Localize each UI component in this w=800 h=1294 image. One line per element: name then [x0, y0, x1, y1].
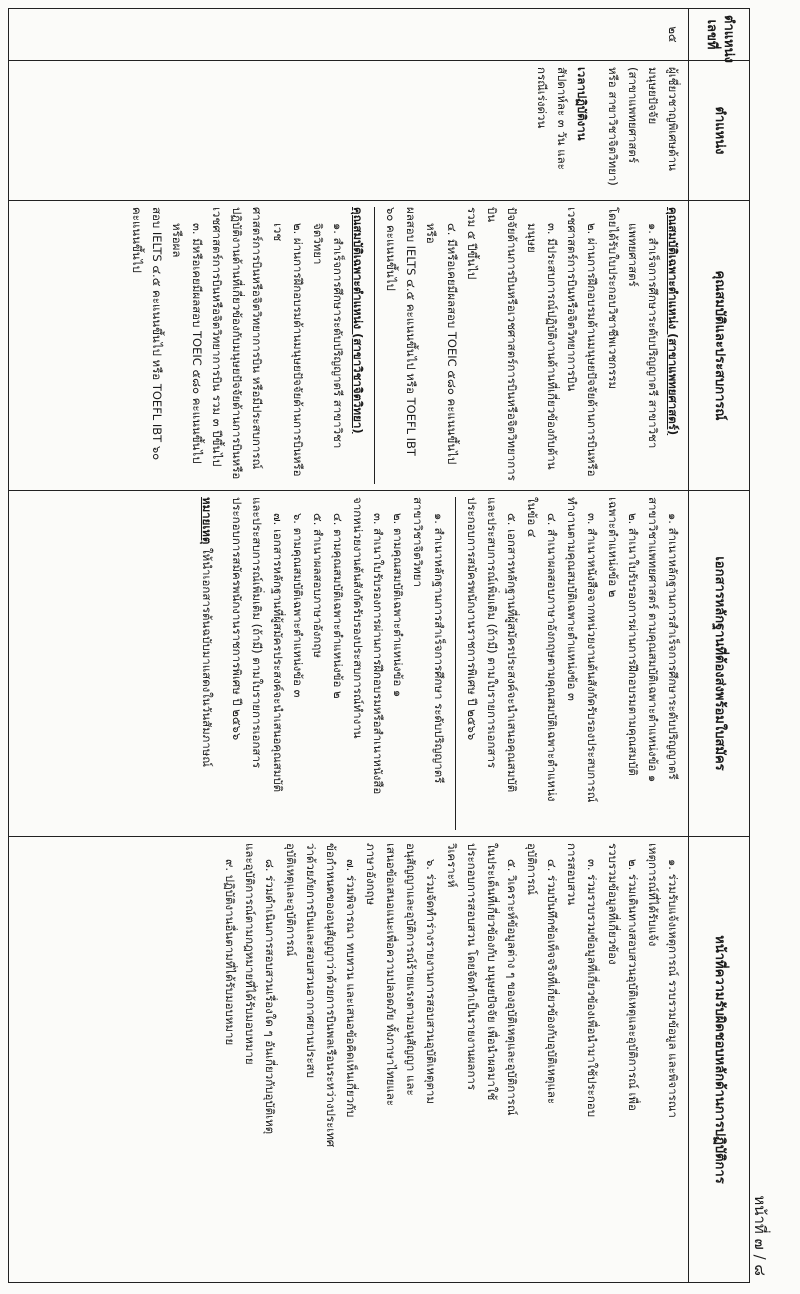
qualification-line: ศาสตร์การบินหรือจิตวิทยาการบิน หรือมีประสบการณ์ — [250, 207, 265, 470]
qualification-line: เวชศาสตร์การบินหรือจิตวิทยาการบิน รวม ๓ ปีขึ้นไป — [210, 207, 225, 467]
duty-line: และอุบัติการณ์ตามกฎหมายที่ได้รับมอบหมาย — [243, 843, 258, 1065]
cell-position — [9, 61, 689, 201]
work-time-line: กรณีเร่งด่วน — [535, 67, 550, 129]
qualification-line: โดยได้รับใบประกอบวิชาชีพเวชกรรม — [605, 207, 620, 390]
header-documents: เอกสารหลักฐานที่ต้องส่งพร้อมใบสมัคร — [689, 491, 750, 837]
qualification-line: ผลสอบ IELTS ๔.๕ คะแนนขึ้นไป หรือ TOEFL IBT — [404, 207, 419, 456]
qualification-line: คะแนนขึ้นไป — [129, 207, 144, 273]
qualification-line: ๑. สำเร็จการศึกษาระดับปริญญาตรี สาขาวิชาแพทยศาสตร์ — [625, 223, 660, 449]
document-line: ๒. ตามคุณสมบัติเฉพาะตำแหน่งข้อ ๑ — [391, 513, 406, 698]
position-number: ๒๕ — [666, 26, 680, 43]
duty-line: ๘. ร่วมดำเนินการสอบสวนเรื่องใด ๆ อันเกี่ยวกับอุบัติเหตุ — [263, 859, 278, 1135]
document-line: ๗. เอกสารหลักฐานที่ผู้สมัครประสงค์จะนำเสนอคุณสมบัติ — [270, 513, 285, 793]
duty-line: รวบรวมข้อมูลที่เกี่ยวข้อง — [605, 843, 620, 965]
position-title-line: ผู้เชี่ยวชาญพิเศษด้าน — [666, 67, 680, 171]
document-block-psychology — [197, 497, 449, 830]
qualification-line: ๔. มีหรือเคยมีผลสอบ TOEIC ๕๘๐ คะแนนขึ้นไป หรือ — [424, 223, 459, 465]
document-line: ๕. สำเนาผลสอบภาษาอังกฤษ — [310, 513, 325, 658]
duty-line: ภาษาอังกฤษ — [364, 843, 379, 906]
qualification-line: ๑. สำเร็จการศึกษาระดับปริญญาตรี สาขาวิชาจิตวิทยา — [310, 223, 345, 449]
header-duties: หน้าที่ความรับผิดชอบหลักด้านการปฏิบัติการ — [689, 837, 750, 1283]
document-line: สาขาวิชาแพทยศาสตร์ ตามคุณสมบัติเฉพาะตำแหน่งข้อ ๑ — [645, 497, 660, 783]
document-line: เฉพาะตำแหน่งข้อ ๒ — [605, 497, 620, 598]
qualification-line: สอบ IELTS ๔.๕ คะแนนขึ้นไป หรือ TOEFL IBT ๖๐ — [149, 207, 164, 461]
document-line: ทำงานตามคุณสมบัติเฉพาะตำแหน่งข้อ ๓ — [565, 497, 580, 701]
document-line: ๔. ตามคุณสมบัติเฉพาะตำแหน่งข้อ ๒ — [331, 513, 345, 699]
duty-line: ประกอบการสอบสวน โดยจัดทำเป็นรายงานผลการ — [464, 843, 479, 1091]
duty-line: ๓. ร่วมรวบรวมข้อมูลที่เกี่ยวข้องเพื่อนำมาใช้ประกอบ — [585, 859, 600, 1118]
table-row — [9, 9, 689, 1283]
header-position: ตำแหน่ง — [689, 61, 750, 201]
cell-documents — [9, 491, 689, 837]
cell-position-no — [9, 9, 689, 61]
qualification-block-psychology — [127, 207, 369, 484]
duty-line: ว่าด้วยภัยการบินและสอบสวนอากาศยานประสบ — [303, 843, 318, 1078]
cell-duties — [9, 837, 689, 1283]
cell-qualifications — [9, 201, 689, 491]
document-line: ประกอบการสมัครพนักงานราชการพิเศษ ปี ๒๕๖๖ — [464, 497, 479, 741]
qualification-title: คุณสมบัติเฉพาะตำแหน่ง (สาขาวิชาจิตวิทยา) — [351, 207, 366, 434]
document-line: ๓. สำเนาหนังสือจากหน่วยงานต้นสังกัดรับรองประสบการณ์ — [585, 513, 600, 803]
header-position-no: ตำแหน่งเลขที่ — [689, 9, 750, 61]
duty-line: อนุสัญญาและอุบัติการณ์ร้ายแรงตามอนุสัญญา และ — [404, 843, 419, 1096]
document-line: ๕. เอกสารหลักฐานที่ผู้สมัครประสงค์จะนำเสนอคุณสมบัติ — [505, 513, 519, 793]
qualification-block-medicine — [374, 207, 683, 484]
duty-line: ในประเด็นที่เกี่ยวข้องกับ มนุษยปัจจัย เพื่อนำผลมาใช้ — [484, 843, 499, 1101]
qualification-title: คุณสมบัติเฉพาะตำแหน่ง (สาขาแพทยศาสตร์) — [666, 207, 680, 436]
document-block-medicine — [455, 497, 683, 830]
page-number: หน้าที่ ๗ / ๘ — [751, 1195, 769, 1276]
qualification-line: ๓. มีประสบการณ์ปฏิบัติงานด้านที่เกี่ยวข้องกับด้านมนุษย — [525, 223, 560, 470]
duty-line: ๕. วิเคราะห์ข้อมูลต่าง ๆ ของอุบัติเหตุและอุบัติการณ์ — [505, 859, 519, 1116]
document-note — [197, 497, 217, 830]
qualification-line: ๒. ผ่านการฝึกอบรมด้านมนุษยปัจจัยด้านการบินหรือเวช — [270, 223, 305, 477]
duty-line: วิเคราะห์ — [444, 843, 459, 888]
document-line: ๑. สำเนาหลักฐานการสำเร็จการศึกษาระดับปริญญาตรี — [666, 513, 680, 780]
duty-line: เหตุการณ์ที่ได้รับแจ้ง — [645, 843, 660, 947]
qualification-line: ๓. มีหรือเคยมีผลสอบ TOEIC ๕๘๐ คะแนนขึ้นไป หรือผล — [170, 223, 205, 464]
document-line: และประสบการณ์เพิ่มเติม (ถ้ามี) ตามใบรายการเอกสาร — [250, 497, 265, 769]
duty-line: ข้อกำหนดของอนุสัญญาว่าด้วยการบินพลเรือนระหว่างประเทศ — [323, 843, 338, 1148]
duty-line: อุบัติเหตุและอุบัติการณ์ — [283, 843, 298, 957]
work-time-title: เวลาปฏิบัติงาน — [575, 67, 590, 141]
qualification-line: ปัจจัยด้านการบินหรือเวชศาสตร์การบินหรือจิตวิทยาการบิน — [484, 207, 519, 481]
document-line: สาขาวิชาจิตวิทยา — [411, 497, 426, 587]
header-qualifications: คุณสมบัติและประสบการณ์ — [689, 201, 750, 491]
duty-line: ๑. ร่วมรับแจ้งเหตุการณ์ รวบรวมข้อมูล และพิจารณา — [666, 859, 680, 1118]
note-text: ให้นำเอกสารต้นฉบับมาแสดงในวันสัมภาษณ์ — [200, 544, 215, 767]
qualification-line: ๖๐ คะแนนขึ้นไป — [384, 207, 399, 291]
document-line: และประสบการณ์เพิ่มเติม (ถ้ามี) ตามใบรายการเอกสาร — [484, 497, 499, 769]
qualification-line: ปฏิบัติงานด้านที่เกี่ยวข้องกับมนุษยปัจจัยด้านการบินหรือ — [230, 207, 245, 480]
work-time-line: สัปดาห์ละ ๓ วัน และ — [555, 67, 570, 170]
document-line: ในข้อ ๔ — [525, 497, 540, 538]
duty-line: การสอบสวน — [565, 843, 580, 906]
document-line: ๖. ตามคุณสมบัติเฉพาะตำแหน่งข้อ ๓ — [290, 513, 305, 698]
position-table — [8, 8, 750, 1283]
duty-line: เสนอข้อเสนอแนะเพื่อความปลอดภัย ทั้งภาษาไทยและ — [384, 843, 399, 1106]
duty-line: ๖. ร่วมจัดทำร่างรายงานการสอบสวนอุบัติเหตุตาม — [424, 859, 439, 1104]
position-title-line: หรือ สาขาวิชาจิตวิทยา) — [605, 67, 620, 186]
document-line: ๔. สำเนาผลสอบภาษาอังกฤษตามคุณสมบัติเฉพาะตำแหน่ง — [545, 513, 560, 802]
document-line: ประกอบการสมัครพนักงานราชการพิเศษ ปี ๒๕๖๖ — [230, 497, 245, 741]
document-line: จากหน่วยงานต้นสังกัดรับรองประสบการณ์ทำงาน — [351, 497, 366, 739]
position-title-line: (สาขาแพทยศาสตร์ — [625, 67, 640, 164]
duty-line: อุบัติการณ์ — [525, 843, 540, 895]
duty-line: ๙. ปฏิบัติงานอื่นตามที่ได้รับมอบหมาย — [223, 859, 238, 1046]
qualification-line: รวม ๕ ปีขึ้นไป — [464, 207, 479, 280]
qualification-line: ๒. ผ่านการฝึกอบรมด้านมนุษยปัจจัยด้านการบินหรือ — [585, 223, 600, 477]
table-header-row — [689, 9, 750, 1283]
duty-line: ๒. ร่วมเดินทางสอบสวนอุบัติเหตุและอุบัติการณ์ เพื่อ — [625, 859, 640, 1111]
qualification-line: เวชศาสตร์การบินหรือจิตวิทยาการบิน — [565, 207, 580, 392]
note-label: หมายเหตุ — [200, 497, 215, 545]
duty-line: ๗. ร่วมพิจารณา ทบทวน และเสนอข้อคิดเห็นเกี่ยวกับ — [344, 859, 358, 1118]
duty-line: ๔. ร่วมบันทึกข้อเท็จจริงที่เกี่ยวข้องกับอุบัติเหตุและ — [545, 859, 560, 1105]
document-line: ๒. สำเนาใบรับรองการผ่านการฝึกอบรมตามคุณสมบัติ — [625, 513, 640, 776]
position-title-line: มนุษยปัจจัย — [645, 67, 660, 125]
document-line: ๑. สำเนาหลักฐานการสำเร็จการศึกษา ระดับปริญญาตรี — [431, 513, 446, 784]
document-line: ๓. สำเนาใบรับรองการผ่านการฝึกอบรมหรือสำเนาหนังสือ — [371, 513, 386, 795]
